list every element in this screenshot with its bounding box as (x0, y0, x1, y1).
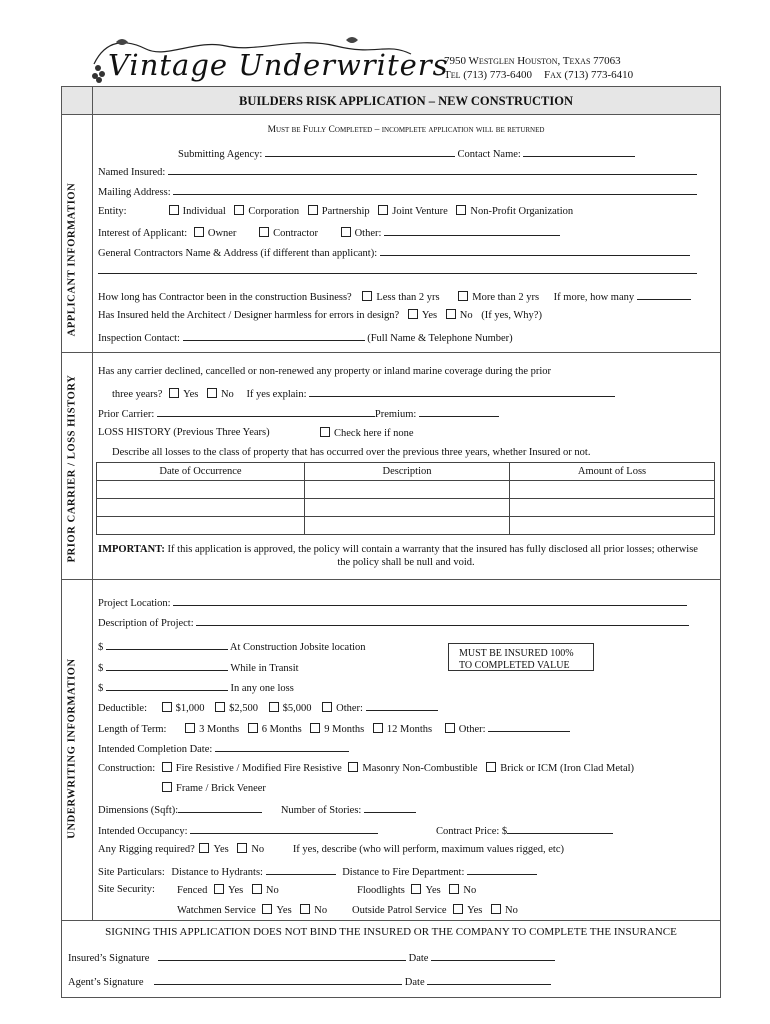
contact-name-label: Contact Name: (457, 149, 521, 160)
declined-three-years-label: three years? (112, 389, 163, 400)
how-long-label: How long has Contractor been in the construction Business? (98, 292, 352, 303)
ded-option-2500: $2,500 (229, 703, 258, 714)
checkbox-term-other[interactable] (445, 723, 455, 733)
any-one-loss-field[interactable] (106, 680, 228, 691)
table-header-row (97, 463, 715, 481)
project-description-field[interactable] (196, 615, 689, 626)
interest-row (98, 225, 560, 239)
term-other-field[interactable] (488, 721, 570, 732)
checkbox-floodlights-yes[interactable] (411, 884, 421, 894)
insured-signature-field[interactable] (158, 950, 406, 961)
checkbox-owner[interactable] (194, 227, 204, 237)
entity-option-individual: Individual (182, 206, 226, 217)
important-text-1: If this application is approved, the policy will contain a warranty that the insured has fully disclosed all prior losses; otherwise (167, 544, 698, 555)
completion-field[interactable] (215, 741, 349, 752)
divider-underwriting-footer (62, 920, 720, 921)
transit-value-row (98, 660, 299, 674)
stories-label: Number of Stories: (280, 805, 362, 816)
company-fax: Fax (713) 773-6410 (544, 69, 634, 81)
dimensions-label: Dimensions (Sqft): (98, 805, 179, 816)
checkbox-rigging-no[interactable] (237, 843, 247, 853)
entity-option-partnership: Partnership (321, 206, 370, 217)
entity-option-corporation: Corporation (248, 206, 300, 217)
section-label-underwriting: UNDERWRITING INFORMATION (66, 658, 78, 839)
transit-value-field[interactable] (106, 660, 228, 671)
insured-date-label: Date (408, 953, 429, 964)
rigging-no-label: No (251, 844, 265, 855)
fenced-row (177, 884, 279, 896)
contact-name-field[interactable] (523, 146, 635, 157)
term-label: Length of Term: (98, 724, 167, 735)
insured-note-line-1: MUST BE INSURED 100% (459, 648, 574, 659)
checkbox-other-interest[interactable] (341, 227, 351, 237)
checkbox-term-9[interactable] (310, 723, 320, 733)
checkbox-ded-1000[interactable] (162, 702, 172, 712)
site-security-row (98, 884, 155, 895)
patrol-label: Outside Patrol Service (352, 905, 447, 916)
patrol-no-label: No (505, 905, 518, 916)
jobsite-value-field[interactable] (106, 639, 228, 650)
binding-notice: SIGNING THIS APPLICATION DOES NOT BIND THE INSURED OR THE COMPANY TO COMPLETE THE INSURANCE (105, 926, 677, 938)
occupancy-row (98, 823, 378, 837)
form-title: BUILDERS RISK APPLICATION – NEW CONSTRUCTION (239, 94, 573, 108)
jobsite-dollar: $ (98, 642, 104, 653)
entity-option-non-profit: Non-Profit Organization (470, 206, 574, 217)
ded-option-1000: $1,000 (175, 703, 205, 714)
checkbox-patrol-no[interactable] (491, 904, 501, 914)
if-more-field[interactable] (637, 289, 691, 300)
gc-field[interactable] (380, 245, 690, 256)
header-description: Description (305, 463, 510, 481)
form-subtitle: Must be Fully Completed – incomplete application will be returned (267, 125, 545, 135)
declined-no-label: No (220, 389, 234, 400)
deductible-label: Deductible: (98, 703, 147, 714)
project-description-label: Description of Project: (98, 618, 194, 629)
checkbox-term-12[interactable] (373, 723, 383, 733)
declined-line-1: Has any carrier declined, cancelled or non-renewed any property or inland marine coverage during the prior (98, 366, 552, 377)
harmless-no-label: No (459, 310, 473, 321)
cell-amount[interactable] (510, 517, 715, 535)
inspection-field[interactable] (183, 330, 365, 341)
transit-label: While in Transit (230, 663, 299, 674)
mailing-address-label: Mailing Address: (98, 187, 171, 198)
cell-description[interactable] (305, 481, 510, 499)
checkbox-ded-2500[interactable] (215, 702, 225, 712)
loss-dollar: $ (98, 683, 104, 694)
loss-history-label: LOSS HISTORY (Previous Three Years) (98, 427, 270, 438)
header-amount: Amount of Loss (510, 463, 715, 481)
checkbox-fenced-yes[interactable] (214, 884, 224, 894)
if-more-label: If more, how many (553, 292, 635, 303)
cell-date[interactable] (97, 499, 305, 517)
fenced-no-label: No (265, 885, 279, 896)
insured-signature-label: Insured’s Signature (68, 953, 150, 964)
checkbox-partnership[interactable] (308, 205, 318, 215)
prior-carrier-row (98, 406, 499, 420)
check-none-row (320, 427, 414, 439)
prior-carrier-field[interactable] (157, 406, 375, 417)
cell-amount[interactable] (510, 499, 715, 517)
checkbox-frame[interactable] (162, 782, 172, 792)
checkbox-joint-venture[interactable] (378, 205, 388, 215)
transit-dollar: $ (98, 663, 104, 674)
floodlights-row (357, 884, 476, 896)
watchmen-yes-label: Yes (276, 905, 292, 916)
patrol-yes-label: Yes (467, 905, 483, 916)
how-long-option-less: Less than 2 yrs (376, 292, 440, 303)
checkbox-patrol-yes[interactable] (453, 904, 463, 914)
company-phone: Tel (713) 773-6400 (444, 69, 532, 81)
term-option-3: 3 Months (199, 724, 240, 735)
patrol-row (352, 904, 518, 916)
if-yes-explain-label: If yes explain: (246, 389, 307, 400)
company-address: 7950 Westglen Houston, Texas 77063 (444, 55, 621, 67)
named-insured-field[interactable] (168, 164, 697, 175)
important-text-2: the policy shall be null and void. (337, 557, 475, 568)
contract-price-field[interactable] (507, 823, 613, 834)
watchmen-label: Watchmen Service (177, 905, 256, 916)
site-security-label: Site Security: (98, 884, 155, 895)
ded-option-other: Other: (336, 703, 363, 714)
agent-date-field[interactable] (427, 974, 551, 985)
checkbox-term-6[interactable] (248, 723, 258, 733)
checkbox-floodlights-no[interactable] (449, 884, 459, 894)
submitting-agency-field[interactable] (265, 146, 455, 157)
rigging-yes-label: Yes (213, 844, 229, 855)
inspection-label: Inspection Contact: (98, 333, 180, 344)
insured-note-line-2: TO COMPLETED VALUE (459, 660, 570, 671)
construction-option-frame: Frame / Brick Veneer (176, 783, 266, 794)
construction-option-masonry: Masonry Non-Combustible (362, 763, 478, 774)
section-label-prior: PRIOR CARRIER / LOSS HISTORY (66, 374, 78, 563)
term-option-other: Other: (458, 724, 486, 735)
loss-history-table (96, 462, 715, 535)
project-location-row (98, 595, 687, 609)
company-logo (86, 34, 449, 84)
contract-price-row (436, 823, 613, 837)
term-option-9: 9 Months (324, 724, 365, 735)
entity-row (98, 205, 573, 217)
section-label-applicant: APPLICANT INFORMATION (66, 182, 78, 337)
header-date: Date of Occurrence (97, 463, 305, 481)
distance-fire-label: Distance to Fire Department: (342, 867, 465, 878)
inspection-row (98, 330, 513, 344)
floodlights-no-label: No (463, 885, 477, 896)
checkbox-ded-other[interactable] (322, 702, 332, 712)
agent-signature-row (68, 974, 551, 988)
construction-label: Construction: (98, 763, 156, 774)
important-row (98, 544, 698, 555)
occupancy-field[interactable] (190, 823, 378, 834)
entity-option-joint-venture: Joint Venture (392, 206, 448, 217)
checkbox-brick-icm[interactable] (486, 762, 496, 772)
checkbox-watchmen-no[interactable] (300, 904, 310, 914)
insured-date-field[interactable] (431, 950, 555, 961)
agent-signature-label: Agent’s Signature (68, 977, 144, 988)
rigging-label: Any Rigging required? (98, 844, 195, 855)
term-option-6: 6 Months (261, 724, 302, 735)
site-particulars-row (98, 864, 537, 878)
frame-row (162, 782, 266, 794)
checkbox-contractor[interactable] (259, 227, 269, 237)
gc-label: General Contractors Name & Address (if different than applicant): (98, 248, 378, 259)
describe-losses: Describe all losses to the class of property that has occurred over the previous three years, whether Insured or not. (112, 447, 591, 458)
jobsite-value-row (98, 639, 366, 653)
cell-date[interactable] (97, 517, 305, 535)
divider-applicant-prior (62, 352, 720, 353)
any-one-loss-label: In any one loss (230, 683, 294, 694)
floodlights-yes-label: Yes (425, 885, 441, 896)
agent-signature-field[interactable] (154, 974, 402, 985)
logo-text: Vintage Underwriters (108, 48, 449, 82)
checkbox-no-losses[interactable] (320, 427, 330, 437)
project-location-field[interactable] (173, 595, 687, 606)
submitting-agency-label: Submitting Agency: (178, 149, 263, 160)
construction-option-brick: Brick or ICM (Iron Clad Metal) (500, 763, 635, 774)
fenced-yes-label: Yes (227, 885, 244, 896)
check-none-label: Check here if none (334, 428, 414, 439)
term-option-12: 12 Months (386, 724, 433, 735)
project-location-label: Project Location: (98, 598, 171, 609)
completion-label: Intended Completion Date: (98, 744, 213, 755)
checkbox-non-profit[interactable] (456, 205, 466, 215)
if-yes-why-label: (If yes, Why?) (481, 310, 542, 321)
checkbox-ded-5000[interactable] (269, 702, 279, 712)
harmless-label: Has Insured held the Architect / Designer harmless for errors in design? (98, 310, 400, 321)
checkbox-corporation[interactable] (234, 205, 244, 215)
construction-option-fire: Fire Resistive / Modified Fire Resistive (175, 763, 342, 774)
gc-field-line-2[interactable] (98, 273, 697, 274)
dimensions-field[interactable] (178, 802, 262, 813)
how-long-option-more: More than 2 yrs (472, 292, 540, 303)
premium-label: Premium: (374, 409, 417, 420)
divider-prior-underwriting (62, 579, 720, 580)
premium-field[interactable] (419, 406, 499, 417)
cell-description[interactable] (305, 499, 510, 517)
named-insured-row (98, 164, 697, 178)
site-particulars-label: Site Particulars: (98, 867, 165, 878)
checkbox-masonry[interactable] (348, 762, 358, 772)
ded-other-field[interactable] (366, 700, 438, 711)
checkbox-more-than-2[interactable] (458, 291, 468, 301)
table-row (97, 517, 715, 535)
any-one-loss-row (98, 680, 294, 694)
cell-amount[interactable] (510, 481, 715, 499)
checkbox-declined-yes[interactable] (169, 388, 179, 398)
cell-description[interactable] (305, 517, 510, 535)
interest-option-owner: Owner (207, 228, 237, 239)
contract-price-label: Contract Price: $ (436, 826, 508, 837)
distance-fire-field[interactable] (467, 864, 537, 875)
distance-hydrants-label: Distance to Hydrants: (171, 867, 263, 878)
rigging-describe-label: If yes, describe (who will perform, maximum values rigged, etc) (292, 844, 564, 855)
mailing-address-field[interactable] (173, 184, 697, 195)
watchmen-row (177, 904, 327, 916)
interest-option-other: Other: (354, 228, 382, 239)
declined-yes-label: Yes (183, 389, 199, 400)
checkbox-harmless-yes[interactable] (408, 309, 418, 319)
watchmen-no-label: No (314, 905, 328, 916)
form-frame (61, 86, 721, 998)
submitting-agency-row (178, 146, 635, 160)
checkbox-watchmen-yes[interactable] (262, 904, 272, 914)
harmless-yes-label: Yes (421, 310, 438, 321)
stories-field[interactable] (364, 802, 416, 813)
checkbox-individual[interactable] (169, 205, 179, 215)
entity-label: Entity: (98, 206, 127, 217)
interest-option-contractor: Contractor (273, 228, 318, 239)
construction-row (98, 762, 634, 774)
checkbox-declined-no[interactable] (207, 388, 217, 398)
fenced-label: Fenced (177, 885, 208, 896)
distance-hydrants-field[interactable] (266, 864, 336, 875)
sidebar-divider (92, 87, 93, 921)
named-insured-label: Named Insured: (98, 167, 166, 178)
project-description-row (98, 615, 689, 629)
how-long-row (98, 289, 691, 303)
interest-other-field[interactable] (384, 225, 560, 236)
floodlights-label: Floodlights (357, 885, 405, 896)
completion-row (98, 741, 349, 755)
checkbox-fenced-no[interactable] (252, 884, 262, 894)
table-row (97, 499, 715, 517)
checkbox-less-than-2[interactable] (362, 291, 372, 301)
harmless-row (98, 309, 542, 321)
occupancy-label: Intended Occupancy: (98, 826, 188, 837)
prior-carrier-label: Prior Carrier: (98, 409, 155, 420)
cell-date[interactable] (97, 481, 305, 499)
declined-row-2 (112, 386, 615, 400)
mailing-address-row (98, 184, 697, 198)
table-row (97, 481, 715, 499)
checkbox-rigging-yes[interactable] (199, 843, 209, 853)
rigging-row (98, 843, 564, 855)
checkbox-harmless-no[interactable] (446, 309, 456, 319)
checkbox-fire-resistive[interactable] (162, 762, 172, 772)
explain-field[interactable] (309, 386, 615, 397)
jobsite-label: At Construction Jobsite location (229, 642, 366, 653)
full-name-hint: (Full Name & Telephone Number) (367, 333, 513, 344)
gc-row (98, 245, 690, 259)
checkbox-term-3[interactable] (185, 723, 195, 733)
important-label: IMPORTANT: (98, 544, 165, 555)
insured-100-note (448, 643, 594, 671)
interest-label: Interest of Applicant: (98, 228, 188, 239)
dimensions-row (98, 802, 416, 816)
deductible-row (98, 700, 438, 714)
ded-option-5000: $5,000 (282, 703, 312, 714)
agent-date-label: Date (404, 977, 425, 988)
insured-signature-row (68, 950, 555, 964)
term-row (98, 721, 570, 735)
